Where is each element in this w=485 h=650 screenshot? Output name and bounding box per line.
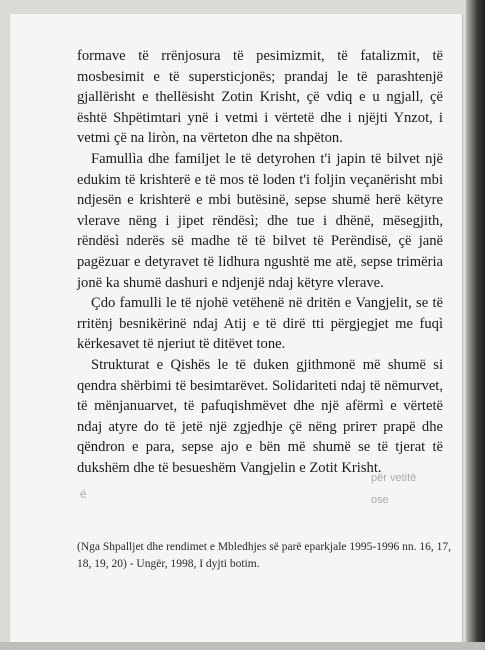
page-bottom-edge bbox=[0, 642, 485, 650]
body-text bbox=[77, 46, 443, 478]
bleed-through-text: é bbox=[80, 487, 87, 501]
source-footnote: (Nga Shpalljet dhe rendimet e Mbledhjes së parë eparkjale 1995-1996 nn. 16, 17, 18, 19, 20) - Ungër, 1998, I dyjti botim. bbox=[77, 541, 451, 570]
bleed-through-text: për vetitë bbox=[371, 472, 417, 484]
paragraph: Strukturat e Qishës le të duken gjithmonë më shumë si qendra shërbimi të besimtarëvet. Solidariteti ndaj të nëmurvet, të mënjanuarvet, të pafuqishmëvet dhe një afërmì e vërtetë ndaj atyre do të jetë një zgjedhje çë nëng prirет prapë dhe qëndron e para, sepse ajo e bën më shumë se të tjerat të dukshëm dhe të besueshëm Vangjelin e Zotit Krisht. bbox=[77, 356, 443, 476]
paragraph: Famullìa dhe familjet le të detyrohen t'i japin të bilvet një edukim të krishterë e të mos të loden t'i foljin veçanërisht mbi ndjesën e krishterë e mbi butësinë, sepse shumë herë këtyre vlerave nëng i jipet rëndësì; dhe tue i dhënë, mësegjith, rëndësì nderës së madhe të të bilvet të Perëndisë, çë janë pagëzuar e detyravet të lidhura ngushtë me atë, sepse trimëria jonë ka shumë dashuri e ndjenjë ndaj këtyre vlerave. bbox=[77, 150, 443, 291]
paragraph: formave të rrënjosura të pesimizmit, të fatalizmit, të mosbesimit e të supersticjonës; prandaj le të parashtenjë gjallërisht e thellësisht Zotin Krisht, çë vdiq e u ngjall, çë është Shpëtimtari ynë i vetmi i vërtetë dhe i njëjti Ynzot, i vetmi çë na liròn, na vërteton dhe na shpëton. bbox=[77, 48, 443, 147]
paragraph: Çdo famulli le të njohë vetëhenë në dritën e Vangjelit, se të rritënj besnikërinë ndaj Atij e të dirë tti përgjegjet me fuqì kërkesavet të njeriut të ditëvet tone. bbox=[77, 295, 443, 353]
book-spine-edge bbox=[466, 0, 485, 650]
bleed-through-text: ose bbox=[371, 494, 389, 506]
